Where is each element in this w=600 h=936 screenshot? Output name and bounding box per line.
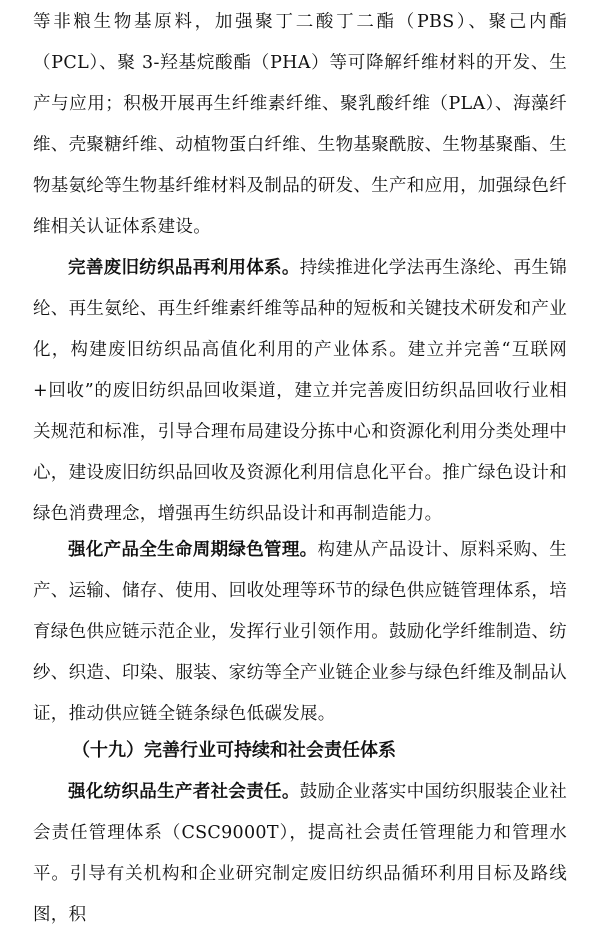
paragraph-text: 等非粮生物基原料，加强聚丁二酸丁二酯（PBS）、聚己内酯（PCL）、聚 3-羟基烷酸酯（PHA）等可降解纤维材料的开发、生产与应用；积极开展再生纤维素纤维、聚乳酸纤维（PLA）、海藻纤维、壳聚糖纤维、动植物蛋白纤维、生物基聚酰胺、生物基聚酯、生物基氨纶等生物基纤维材料及制品的研发、生产和应用，加强绿色纤维相关认证体系建设。 (33, 12, 567, 237)
paragraph-text: 构建从产品设计、原料采购、生产、运输、储存、使用、回收处理等环节的绿色供应链管理体系，培育绿色供应链示范企业，发挥行业引领作用。鼓励化学纤维制造、纺纱、织造、印染、服装、家纺等全产业链企业参与绿色纤维及制品认证，推动供应链全链条绿色低碳发展。 (33, 540, 568, 724)
paragraph-social-responsibility (33, 772, 567, 936)
paragraph-lead: 强化产品全生命周期绿色管理。 (68, 540, 318, 560)
paragraph-text: 持续推进化学法再生涤纶、再生锦纶、再生氨纶、再生纤维素纤维等品种的短板和关键技术研发和产业化，构建废旧纺织品高值化利用的产业体系。建立并完善“互联网+回收”的废旧纺织品回收渠道，建立并完善废旧纺织品回收行业相关规范和标准，引导合理布局建设分拣中心和资源化利用分类处理中心，建设废旧纺织品回收及资源化利用信息化平台。推广绿色设计和绿色消费理念，增强再生纺织品设计和再制造能力。 (33, 258, 567, 524)
paragraph-bio-fiber (33, 2, 567, 248)
paragraph-text: 鼓励企业落实中国纺织服装企业社会责任管理体系（CSC9000T），提高社会责任管理能力和管理水平。引导有关机构和企业研究制定废旧纺织品循环利用目标及路线图，积 (33, 782, 567, 925)
paragraph-recycling-system (33, 248, 567, 535)
section-heading: （十九）完善行业可持续和社会责任体系 (72, 740, 396, 761)
paragraph-lead: 强化纺织品生产者社会责任。 (68, 782, 300, 802)
paragraph-lifecycle-management (33, 530, 567, 735)
paragraph-lead: 完善废旧纺织品再利用体系。 (68, 258, 300, 278)
